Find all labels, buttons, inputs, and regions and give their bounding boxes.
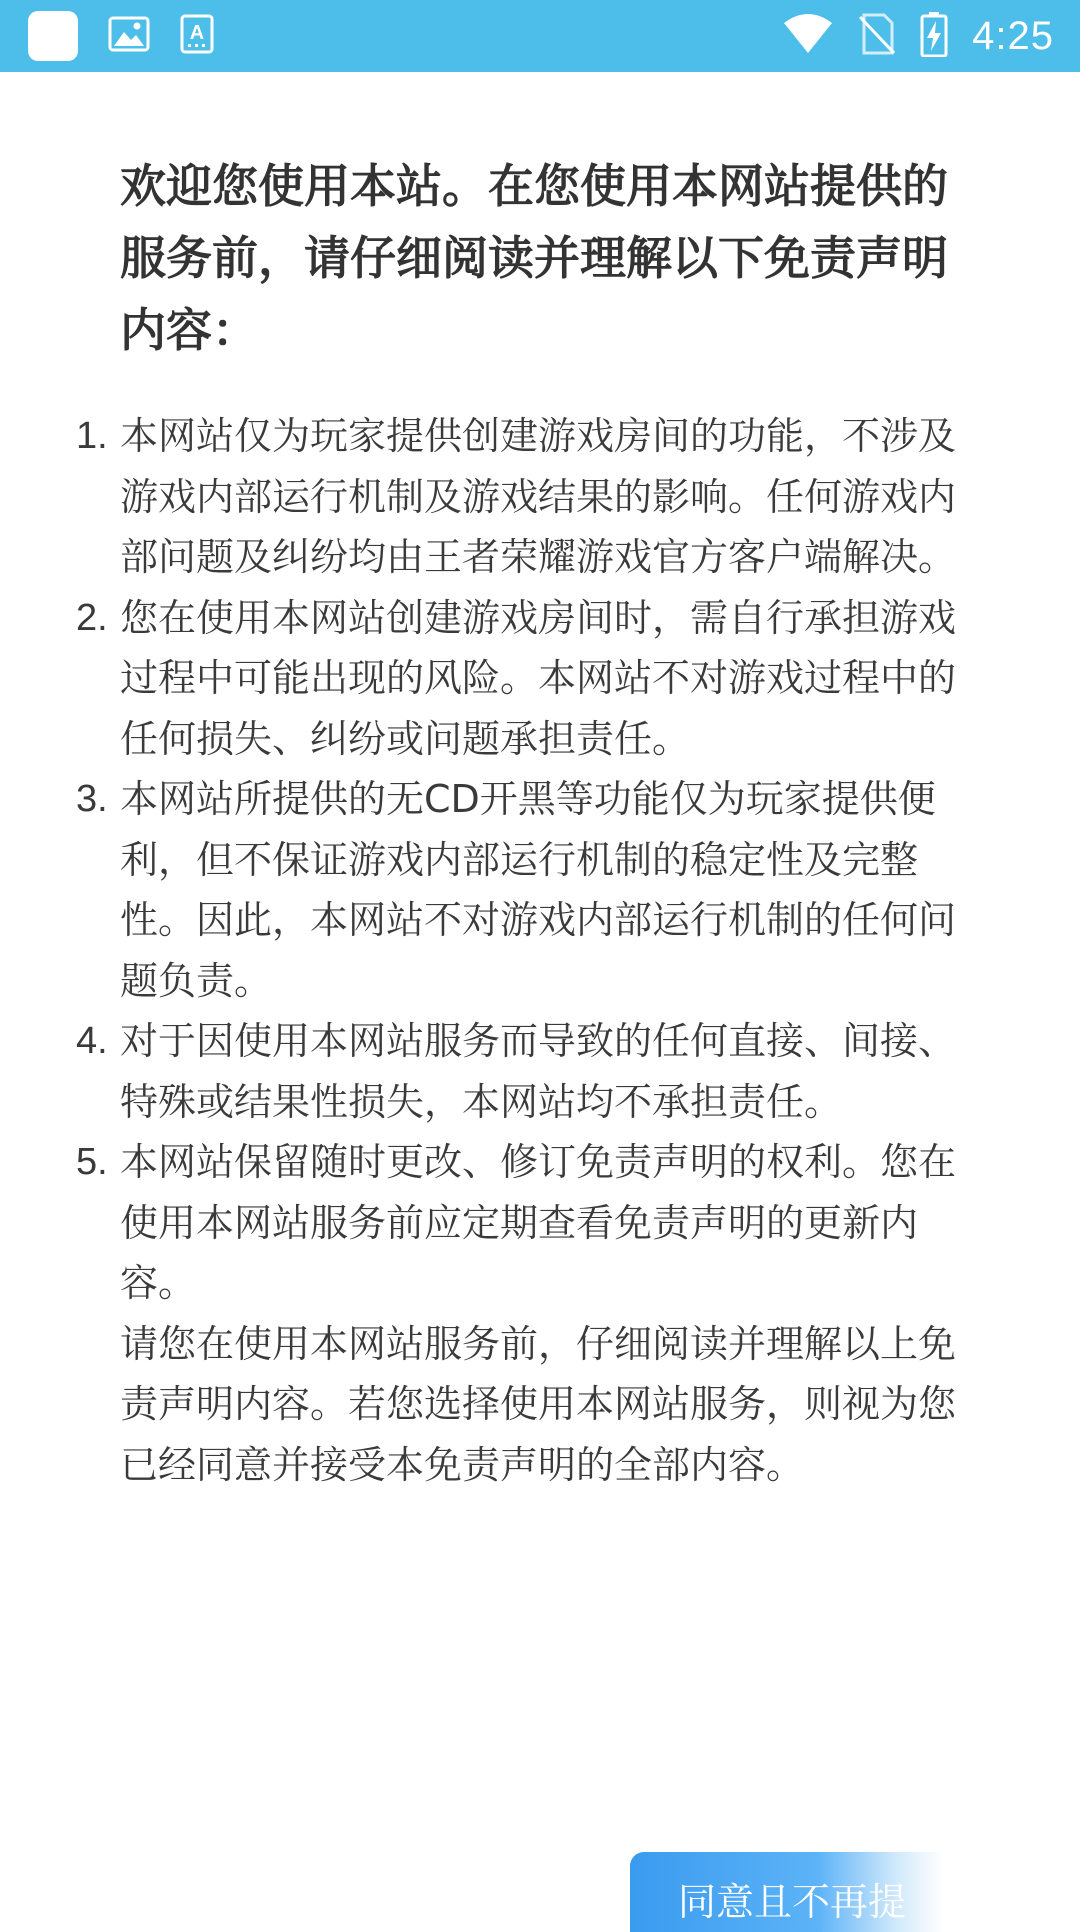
term-text: 您在使用本网站创建游戏房间时，需自行承担游戏过程中可能出现的风险。本网站不对游戏过程中的任何损失、纠纷或问题承担责任。 <box>120 595 957 761</box>
text-app-icon <box>180 14 214 58</box>
term-text: 本网站仅为玩家提供创建游戏房间的功能，不涉及游戏内部运行机制及游戏结果的影响。任何游戏内部问题及纠纷均由王者荣耀游戏官方客户端解决。 <box>120 414 957 579</box>
term-item-3 <box>76 769 970 1011</box>
term-number: 4. <box>76 1020 108 1062</box>
disclaimer-heading: 欢迎您使用本站。在您使用本网站提供的服务前，请仔细阅读并理解以下免责声明内容： <box>120 159 948 357</box>
closing-item <box>76 1314 970 1496</box>
closing-text: 请您在使用本网站服务前，仔细阅读并理解以上免责声明内容。若您选择使用本网站服务，则视为您已经同意并接受本免责声明的全部内容。 <box>120 1321 957 1487</box>
battery-charging-icon <box>920 11 948 61</box>
term-text: 对于因使用本网站服务而导致的任何直接、间接、特殊或结果性损失，本网站均不承担责任。 <box>120 1019 957 1124</box>
term-item-4 <box>76 1011 970 1132</box>
image-icon <box>108 16 150 56</box>
status-bar <box>0 0 1080 72</box>
status-left-icons <box>28 0 214 72</box>
status-right-icons <box>782 0 1054 72</box>
agree-no-remind-button[interactable]: 同意且不再提 <box>630 1852 970 1932</box>
clock: 4:25 <box>972 13 1054 58</box>
terms-list <box>76 406 970 1495</box>
term-number: 3. <box>76 778 108 820</box>
term-item-1 <box>76 406 970 588</box>
no-sim-icon <box>858 13 896 59</box>
term-text: 本网站所提供的无CD开黑等功能仅为玩家提供便利，但不保证游戏内部运行机制的稳定性及完整性。因此，本网站不对游戏内部运行机制的任何问题负责。 <box>120 777 957 1003</box>
term-item-2 <box>76 588 970 770</box>
wifi-icon <box>782 13 834 59</box>
svg-text:A: A <box>189 22 205 44</box>
term-item-5 <box>76 1132 970 1314</box>
term-number: 2. <box>76 596 108 639</box>
term-text: 本网站保留随时更改、修订免责声明的权利。您在使用本网站服务前应定期查看免责声明的更新内容。 <box>120 1140 957 1305</box>
term-number: 5. <box>76 1141 108 1183</box>
term-number: 1. <box>76 415 108 457</box>
app-square-icon <box>28 11 78 61</box>
